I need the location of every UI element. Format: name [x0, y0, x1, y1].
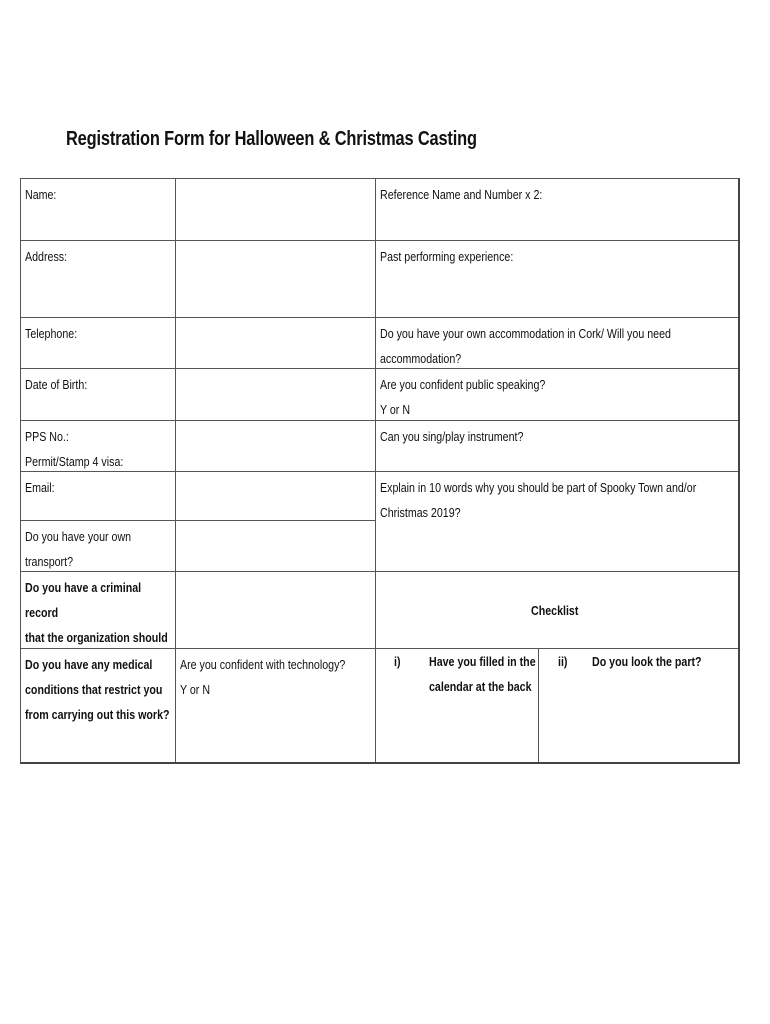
checklist-item-2-numeral: ii): [558, 654, 568, 669]
checklist-item-1-text: Have you filled in the calendar at the back: [429, 654, 536, 694]
medical-label-cell: [20, 648, 175, 764]
public-speaking-label: Are you confident public speaking? Y or N: [380, 377, 546, 417]
pps-label-cell: [20, 420, 175, 471]
name-label: Name:: [25, 187, 57, 202]
reference-cell[interactable]: [375, 178, 740, 240]
email-input-cell[interactable]: [175, 471, 375, 520]
name-input-cell[interactable]: [175, 178, 375, 240]
experience-cell[interactable]: [375, 240, 740, 317]
checklist-item-1-numeral: i): [394, 654, 401, 669]
criminal-input-cell[interactable]: [175, 571, 375, 648]
sing-label: Can you sing/play instrument?: [380, 429, 524, 444]
pps-input-cell[interactable]: [175, 420, 375, 471]
telephone-input-cell[interactable]: [175, 317, 375, 368]
medical-label: Do you have any medical conditions that restrict you from carrying out this work?: [25, 657, 170, 722]
accommodation-cell[interactable]: [375, 317, 740, 368]
transport-label: Do you have your own transport?: [25, 529, 132, 569]
public-speaking-cell[interactable]: [375, 368, 740, 420]
address-label-cell: [20, 240, 175, 317]
sing-cell[interactable]: [375, 420, 740, 471]
criminal-label: Do you have a criminal record that the organization should: [25, 580, 168, 645]
address-input-cell[interactable]: [175, 240, 375, 317]
technology-cell[interactable]: [175, 648, 375, 764]
reference-label: Reference Name and Number x 2:: [380, 187, 543, 202]
technology-label: Are you confident with technology? Y or N: [180, 657, 346, 697]
name-label-cell: [20, 178, 175, 240]
accommodation-label: Do you have your own accommodation in Cork/ Will you need accommodation?: [380, 326, 671, 366]
email-label: Email:: [25, 480, 55, 495]
dob-input-cell[interactable]: [175, 368, 375, 420]
telephone-label: Telephone:: [25, 326, 78, 341]
address-label: Address:: [25, 249, 68, 264]
explain-label: Explain in 10 words why you should be part of Spooky Town and/or Christmas 2019?: [380, 480, 697, 520]
transport-label-cell: [20, 520, 175, 571]
checklist-heading: Checklist: [531, 603, 579, 618]
telephone-label-cell: [20, 317, 175, 368]
dob-label: Date of Birth:: [25, 377, 88, 392]
explain-cell[interactable]: [375, 471, 740, 571]
email-label-cell: [20, 471, 175, 520]
transport-input-cell[interactable]: [175, 520, 375, 571]
pps-label: PPS No.: Permit/Stamp 4 visa:: [25, 429, 124, 469]
checklist-item-2-text: Do you look the part?: [592, 654, 702, 669]
dob-label-cell: [20, 368, 175, 420]
criminal-label-cell: [20, 571, 175, 648]
form-title: Registration Form for Halloween & Christmas Casting: [66, 128, 477, 150]
experience-label: Past performing experience:: [380, 249, 514, 264]
